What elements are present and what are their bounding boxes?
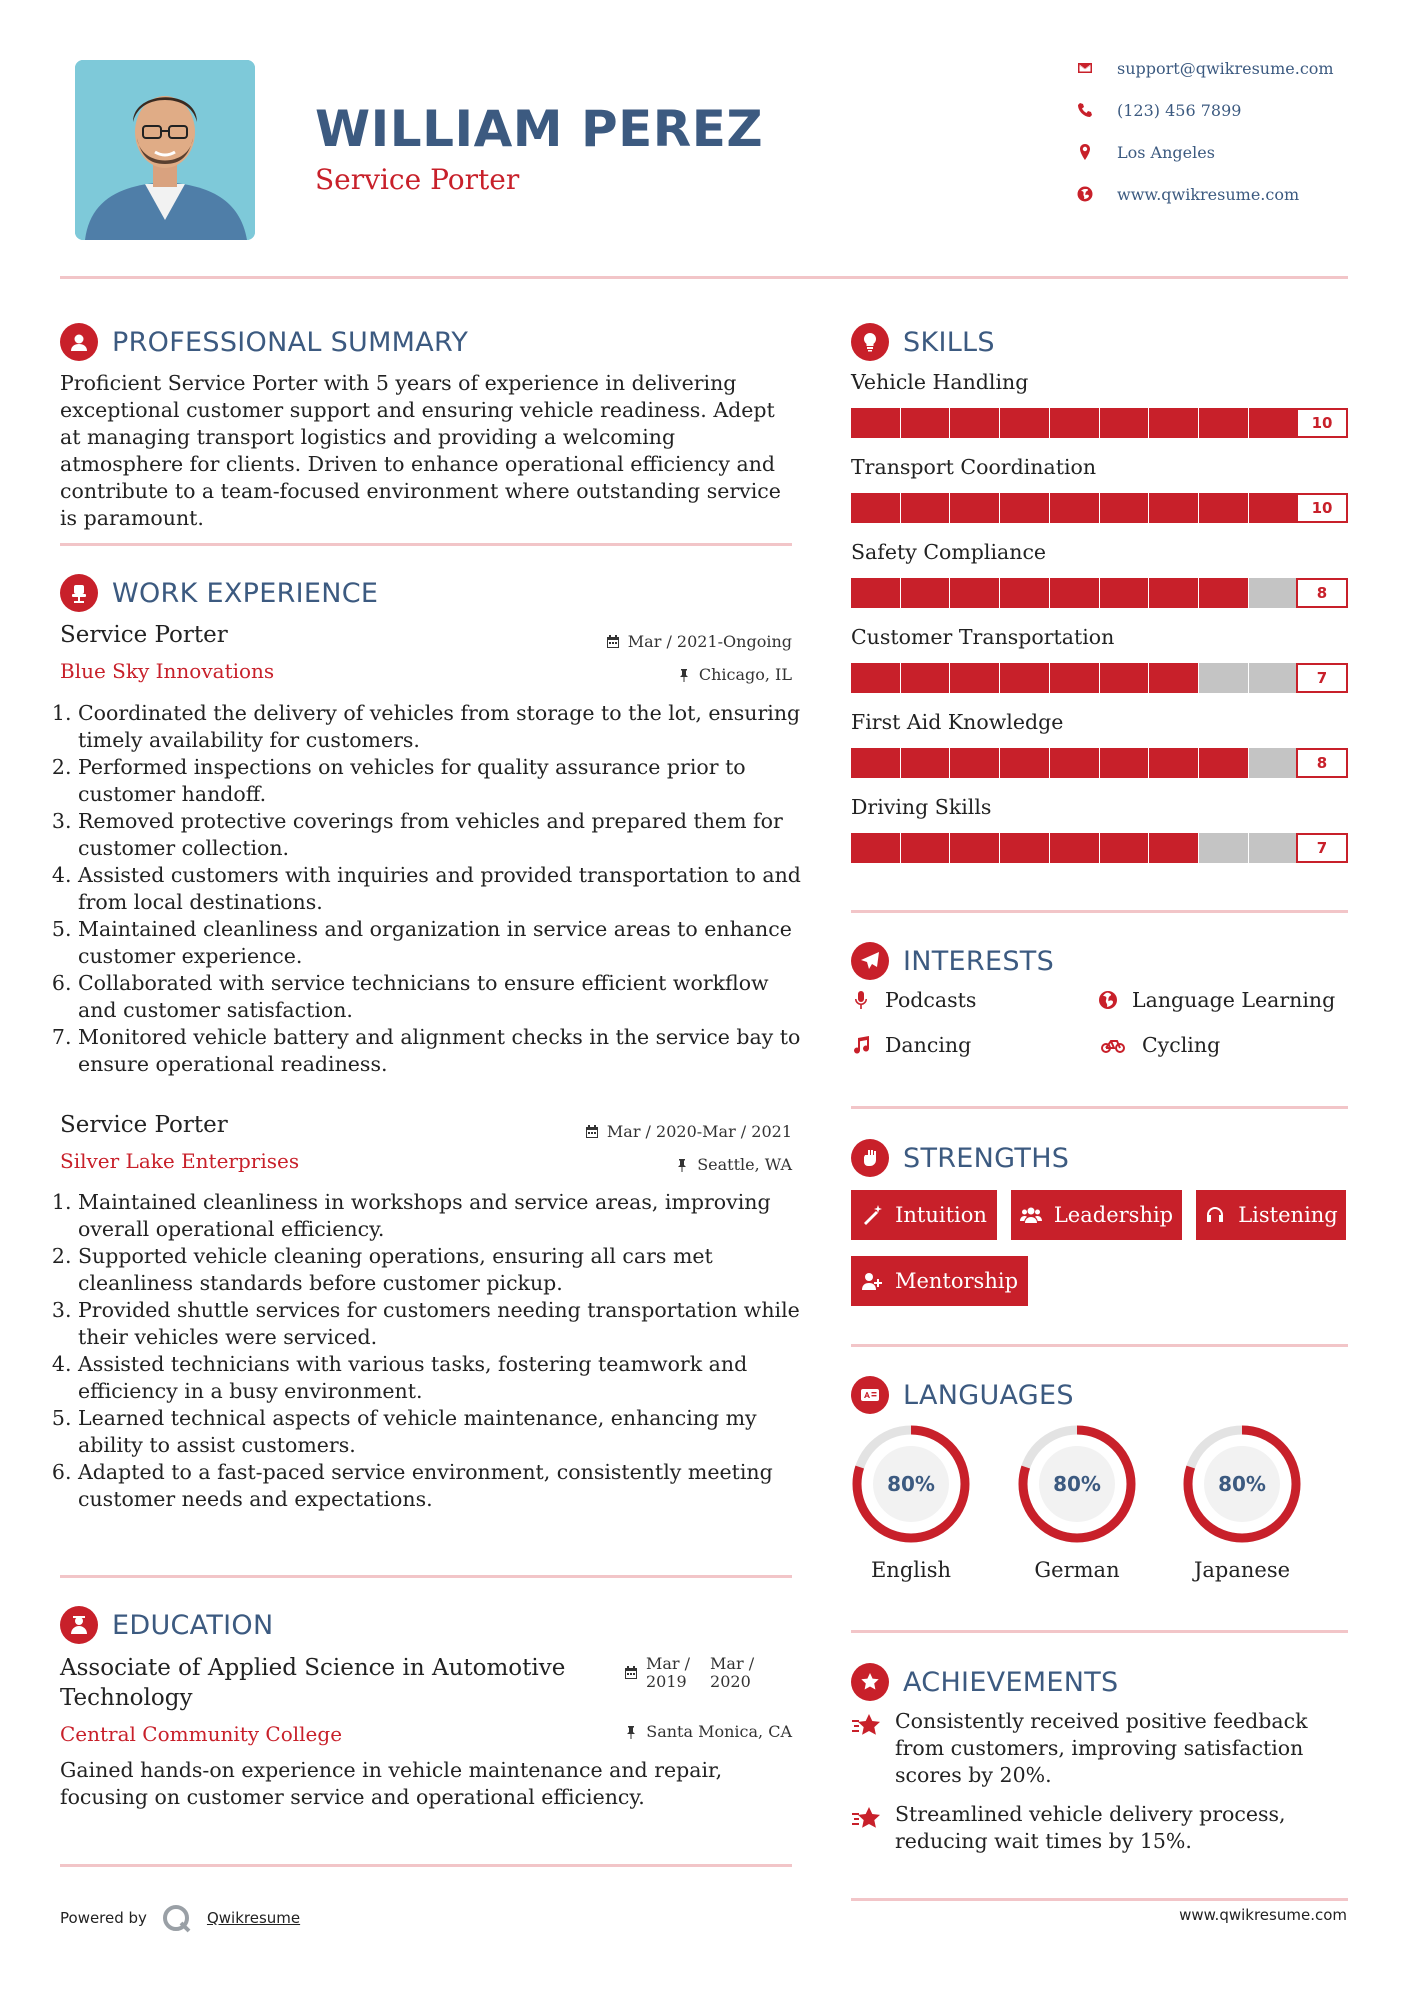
raised-fist-icon [851, 1139, 889, 1177]
achievement-item [851, 1801, 1348, 1855]
strength-intuition [851, 1190, 997, 1240]
skill-bar-segment [851, 408, 900, 438]
skill-bar-segment [1000, 578, 1049, 608]
contact-email[interactable] [1075, 58, 1334, 78]
skill-bar-segment [1100, 663, 1149, 693]
skill-bar-segment [851, 833, 900, 863]
summary-section-header [60, 323, 468, 361]
job-2-dates-text: Mar / 2020-Mar / 2021 [606, 1122, 792, 1141]
strength-mentorship-label: Mentorship [894, 1269, 1019, 1293]
envelope-icon [1075, 58, 1095, 78]
language-name: English [870, 1558, 952, 1582]
globe-icon [1098, 990, 1118, 1010]
skill-bar-segment [1199, 833, 1248, 863]
skill-bar-segment [851, 493, 900, 523]
strengths-divider [851, 1344, 1348, 1347]
skill-bar-segment [1149, 493, 1198, 523]
paper-plane-icon [851, 942, 889, 980]
calendar-icon [585, 1125, 599, 1139]
contact-website[interactable] [1075, 184, 1299, 204]
candidate-role: Service Porter [315, 163, 520, 196]
profile-photo [75, 60, 255, 240]
skill-bar-segment [901, 833, 950, 863]
skill-bar-segment [901, 663, 950, 693]
duty-item: 1. Coordinated the delivery of vehicles from storage to the lot, ensuring timely availability for customers. [78, 700, 803, 754]
skill-bar-segment [1100, 408, 1149, 438]
skill-bar-segment [1100, 578, 1149, 608]
skill-bar-segment [1149, 578, 1198, 608]
achievement-item [851, 1708, 1348, 1789]
pushpin-icon [675, 1158, 689, 1172]
skill-bar-segment [1000, 493, 1049, 523]
job-2-duties [60, 1189, 813, 1513]
education-location-text: Santa Monica, CA [646, 1722, 792, 1741]
skill-bar-segment [1050, 833, 1099, 863]
skill-bar-segment [1249, 748, 1298, 778]
powered-by-label: Powered by [60, 1909, 147, 1927]
skill-bar-segment [1199, 578, 1248, 608]
duty-item: 2. Performed inspections on vehicles for quality assurance prior to customer handoff. [78, 754, 803, 808]
contact-website-text: www.qwikresume.com [1117, 184, 1300, 204]
skill-bar [851, 833, 1348, 863]
skill-bar-segment [950, 408, 999, 438]
job-1-duties [60, 700, 803, 1078]
duty-item: 3. Removed protective coverings from vehicles and prepared them for customer collection. [78, 808, 803, 862]
achievement-1-text: Consistently received positive feedback from customers, improving satisfaction scores by 20%. [895, 1709, 1308, 1787]
skill-bar-segment [1199, 408, 1248, 438]
interest-language-learning-label: Language Learning [1132, 988, 1336, 1012]
job-1-title: Service Porter [60, 622, 228, 648]
skill-label: Safety Compliance [851, 540, 1047, 564]
calendar-icon [624, 1666, 638, 1680]
graduate-icon [60, 1606, 98, 1644]
user-plus-icon [861, 1270, 883, 1292]
skills-section-header [851, 323, 995, 361]
strengths-title: STRENGTHS [903, 1142, 1070, 1174]
duty-item: 4. Assisted technicians with various tasks, fostering teamwork and efficiency in a busy environment. [78, 1351, 813, 1405]
language-name: German [1034, 1558, 1120, 1582]
strengths-section-header [851, 1139, 1069, 1177]
language-progress-ring [1180, 1422, 1304, 1546]
skill-bar-segment [1199, 493, 1248, 523]
contact-email-text: support@qwikresume.com [1117, 58, 1334, 78]
skill-bar [851, 748, 1348, 778]
interest-dancing-label: Dancing [885, 1033, 972, 1057]
skill-label: Transport Coordination [851, 455, 1097, 479]
languages-divider [851, 1630, 1348, 1633]
skill-bar-segment [851, 748, 900, 778]
education-description: Gained hands-on experience in vehicle maintenance and repair, focusing on customer service and operational efficiency. [60, 1758, 723, 1809]
language-card-icon [851, 1376, 889, 1414]
experience-title: WORK EXPERIENCE [112, 577, 379, 609]
skill-bar-segment [1050, 748, 1099, 778]
contact-location [1075, 142, 1215, 162]
header-divider [60, 276, 1348, 279]
job-1-dates [606, 632, 792, 651]
achievements-title: ACHIEVEMENTS [903, 1666, 1119, 1698]
interests-divider [851, 1106, 1348, 1109]
skill-bar-segment [1249, 833, 1298, 863]
skill-bar-segment [1100, 748, 1149, 778]
education-dates [624, 1655, 754, 1691]
qwikresume-link[interactable]: Qwikresume [206, 1909, 301, 1927]
skill-bar-segment [1149, 748, 1198, 778]
skill-bar-segment [950, 578, 999, 608]
user-icon [60, 323, 98, 361]
pushpin-icon [677, 668, 691, 682]
interest-cycling-label: Cycling [1142, 1033, 1221, 1057]
skill-bar-segment [1199, 663, 1248, 693]
duty-item: 5. Learned technical aspects of vehicle maintenance, enhancing my ability to assist customers. [78, 1405, 813, 1459]
bicycle-icon [1098, 1035, 1128, 1055]
duty-item: 5. Maintained cleanliness and organization in service areas to enhance customer experience. [78, 916, 803, 970]
skill-score: 7 [1296, 663, 1348, 693]
duty-item: 3. Provided shuttle services for customers needing transportation while their vehicles were serviced. [78, 1297, 813, 1351]
job-2-dates [585, 1122, 792, 1141]
skill-bar-segment [901, 578, 950, 608]
summary-divider [60, 543, 792, 546]
strength-leadership-label: Leadership [1053, 1203, 1174, 1227]
language-progress-ring [1015, 1422, 1139, 1546]
job-2-location-text: Seattle, WA [697, 1155, 792, 1174]
skills-divider [851, 910, 1348, 913]
skill-label: Vehicle Handling [851, 370, 1029, 394]
education-school: Central Community College [60, 1722, 343, 1746]
duty-item: 2. Supported vehicle cleaning operations, ensuring all cars met cleanliness standards before customer pickup. [78, 1243, 813, 1297]
star-icon [851, 1710, 883, 1742]
skill-bar-segment [901, 748, 950, 778]
skill-bar-segment [950, 748, 999, 778]
skill-bar-segment [1000, 663, 1049, 693]
skills-title: SKILLS [903, 326, 995, 358]
interests-section-header [851, 942, 1054, 980]
users-icon [1020, 1204, 1042, 1226]
job-2-location [675, 1155, 792, 1174]
job-1-company: Blue Sky Innovations [60, 659, 275, 683]
skill-bar-segment [1249, 663, 1298, 693]
strength-mentorship [851, 1256, 1028, 1306]
language-name: Japanese [1193, 1558, 1291, 1582]
qwikresume-logo-icon [161, 1903, 195, 1933]
star-icon [851, 1803, 883, 1835]
skill-bar-segment [1149, 663, 1198, 693]
headphones-icon [1204, 1204, 1226, 1226]
job-1-dates-text: Mar / 2021-Ongoing [627, 632, 792, 651]
education-start-year: 2019 [646, 1672, 687, 1691]
education-title: EDUCATION [112, 1609, 274, 1641]
skill-bar-segment [1000, 833, 1049, 863]
education-degree [60, 1653, 620, 1713]
skill-bar-segment [1249, 493, 1298, 523]
skill-bar-segment [901, 408, 950, 438]
interest-language-learning [1098, 988, 1335, 1012]
summary-text: Proficient Service Porter with 5 years of experience in delivering exceptional customer support and ensuring vehicle readiness. Adept at managing transport logistics and providing a welcoming atmosphere for clients. Driven to enhance operational efficiency and contribute to a team-focused environment where outstanding service is paramount. [60, 371, 781, 530]
skill-label: First Aid Knowledge [851, 710, 1064, 734]
globe-icon [1075, 184, 1095, 204]
strength-leadership [1011, 1190, 1182, 1240]
achievement-2-text: Streamlined vehicle delivery process, reducing wait times by 15%. [895, 1802, 1286, 1853]
language-item [1180, 1422, 1304, 1582]
language-percent-label: 80% [887, 1472, 935, 1496]
experience-divider [60, 1575, 792, 1578]
star-badge-icon [851, 1663, 889, 1701]
duty-item: 7. Monitored vehicle battery and alignment checks in the service bay to ensure operational readiness. [78, 1024, 803, 1078]
contact-phone-text: (123) 456 7899 [1117, 100, 1242, 120]
language-progress-ring [849, 1422, 973, 1546]
skill-bar-segment [1050, 493, 1099, 523]
interest-podcasts-label: Podcasts [885, 988, 977, 1012]
language-percent-label: 80% [1218, 1472, 1266, 1496]
skill-bar-segment [1050, 663, 1099, 693]
skill-score: 10 [1296, 493, 1348, 523]
microphone-icon [851, 990, 871, 1010]
education-start-month: Mar / [646, 1654, 691, 1673]
pushpin-icon [624, 1725, 638, 1739]
strength-listening [1196, 1190, 1346, 1240]
degree-line-1: Associate of Applied Science in Automotive [60, 1655, 566, 1681]
skill-bar-segment [1100, 833, 1149, 863]
language-item [849, 1422, 973, 1582]
job-2-title: Service Porter [60, 1112, 228, 1138]
phone-icon [1075, 100, 1095, 120]
calendar-icon [606, 635, 620, 649]
skill-bar-segment [851, 663, 900, 693]
skill-score: 7 [1296, 833, 1348, 863]
skill-bar-segment [1199, 748, 1248, 778]
contact-location-text: Los Angeles [1117, 142, 1215, 162]
skill-bar-segment [901, 493, 950, 523]
duty-item: 4. Assisted customers with inquiries and provided transportation to and from local destinations. [78, 862, 803, 916]
skill-bar [851, 493, 1348, 523]
degree-line-2: Technology [60, 1685, 193, 1711]
skill-label: Customer Transportation [851, 625, 1115, 649]
interests-title: INTERESTS [903, 945, 1055, 977]
skill-score: 10 [1296, 408, 1348, 438]
contact-phone[interactable] [1075, 100, 1241, 120]
skill-bar-segment [950, 833, 999, 863]
magic-wand-icon [861, 1204, 883, 1226]
skill-bar [851, 578, 1348, 608]
education-section-header [60, 1606, 273, 1644]
candidate-name: WILLIAM PEREZ [315, 100, 764, 158]
achievements-section-header [851, 1663, 1119, 1701]
lightbulb-icon [851, 323, 889, 361]
skill-bar [851, 408, 1348, 438]
duty-item: 1. Maintained cleanliness in workshops and service areas, improving overall operational efficiency. [78, 1189, 813, 1243]
job-1-location [677, 665, 792, 684]
education-end-month: Mar / [710, 1654, 755, 1673]
skill-bar-segment [1149, 408, 1198, 438]
education-divider [60, 1864, 792, 1867]
languages-section-header [851, 1376, 1074, 1414]
skill-bar-segment [1249, 408, 1298, 438]
office-chair-icon [60, 574, 98, 612]
language-percent-label: 80% [1053, 1472, 1101, 1496]
skill-bar-segment [950, 663, 999, 693]
job-2-company: Silver Lake Enterprises [60, 1149, 300, 1173]
interest-cycling [1098, 1033, 1220, 1057]
skill-score: 8 [1296, 748, 1348, 778]
skill-bar-segment [950, 493, 999, 523]
skill-bar-segment [1249, 578, 1298, 608]
skill-bar-segment [851, 578, 900, 608]
skill-bar [851, 663, 1348, 693]
duty-item: 6. Adapted to a fast-paced service environment, consistently meeting customer needs and expectations. [78, 1459, 813, 1513]
strength-listening-label: Listening [1238, 1203, 1338, 1227]
education-end-year: 2020 [710, 1672, 751, 1691]
skill-bar-segment [1050, 578, 1099, 608]
skill-score: 8 [1296, 578, 1348, 608]
interest-podcasts [851, 988, 976, 1012]
map-pin-icon [1075, 142, 1095, 162]
music-note-icon [851, 1035, 871, 1055]
education-location [624, 1722, 792, 1741]
languages-title: LANGUAGES [903, 1379, 1074, 1411]
skill-bar-segment [1000, 748, 1049, 778]
strength-intuition-label: Intuition [895, 1203, 987, 1227]
interest-dancing [851, 1033, 971, 1057]
duty-item: 6. Collaborated with service technicians to ensure efficient workflow and customer satisfaction. [78, 970, 803, 1024]
skill-label: Driving Skills [851, 795, 992, 819]
experience-section-header [60, 574, 378, 612]
achievements-divider [851, 1898, 1348, 1901]
language-item [1015, 1422, 1139, 1582]
skill-bar-segment [1149, 833, 1198, 863]
skill-bar-segment [1100, 493, 1149, 523]
skill-bar-segment [1000, 408, 1049, 438]
footer-website-link[interactable]: www.qwikresume.com [1179, 1906, 1347, 1924]
footer-powered-by [60, 1903, 300, 1933]
skill-bar-segment [1050, 408, 1099, 438]
summary-title: PROFESSIONAL SUMMARY [112, 326, 469, 358]
job-1-location-text: Chicago, IL [698, 665, 792, 684]
